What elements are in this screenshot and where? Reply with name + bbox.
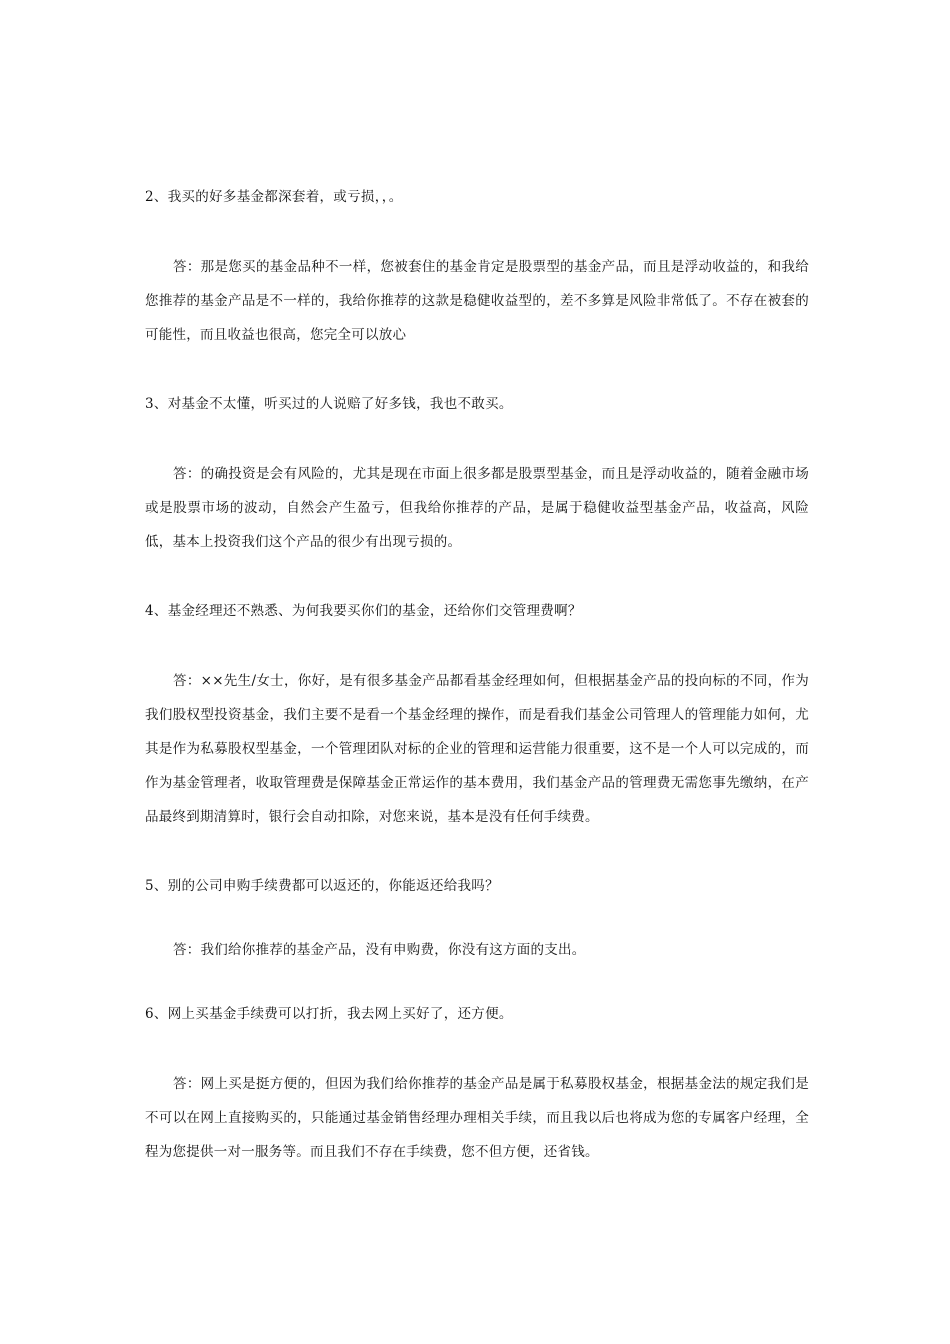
question-4: 4、基金经理还不熟悉、为何我要买你们的基金，还给你们交管理费啊？ — [145, 603, 582, 619]
question-2: 2、我买的好多基金都深套着，或亏损，，。 — [145, 189, 403, 205]
answer-3: 答：的确投资是会有风险的，尤其是现在市面上很多都是股票型基金，而且是浮动收益的，随着金融市场或是股票市场的波动，自然会产生盈亏，但我给你推荐的产品，是属于稳健收益型基金产品，收益高，风险低，基本上投资我们这个产品的很少有出现亏损的。 — [145, 466, 809, 550]
answer-2: 答：那是您买的基金品种不一样，您被套住的基金肯定是股票型的基金产品，而且是浮动收益的，和我给您推荐的基金产品是不一样的，我给你推荐的这款是稳健收益型的，差不多算是风险非常低了。不存在被套的可能性，而且收益也很高，您完全可以放心 — [145, 259, 809, 343]
question-5: 5、别的公司申购手续费都可以返还的，你能返还给我吗？ — [145, 878, 499, 894]
answer-6: 答：网上买是挺方便的，但因为我们给你推荐的基金产品是属于私募股权基金，根据基金法的规定我们是不可以在网上直接购买的，只能通过基金销售经理办理相关手续，而且我以后也将成为您的专属客户经理，全程为您提供一对一服务等。而且我们不存在手续费，您不但方便，还省钱。 — [145, 1076, 809, 1160]
answer-4: 答：××先生/女士，你好，是有很多基金产品都看基金经理如何，但根据基金产品的投向标的不同，作为我们股权型投资基金，我们主要不是看一个基金经理的操作，而是看我们基金公司管理人的管理能力如何，尤其是作为私募股权型基金，一个管理团队对标的企业的管理和运营能力很重要，这不是一个人可以完成的，而作为基金管理者，收取管理费是保障基金正常运作的基本费用，我们基金产品的管理费无需您事先缴纳，在产品最终到期清算时，银行会自动扣除，对您来说，基本是没有任何手续费。 — [145, 673, 809, 825]
document-body — [145, 186, 809, 1210]
answer-5: 答：我们给你推荐的基金产品，没有申购费，你没有这方面的支出。 — [173, 942, 586, 958]
question-3: 3、对基金不太懂，听买过的人说赔了好多钱，我也不敢买。 — [145, 396, 513, 412]
question-6: 6、网上买基金手续费可以打折，我去网上买好了，还方便。 — [145, 1006, 513, 1022]
